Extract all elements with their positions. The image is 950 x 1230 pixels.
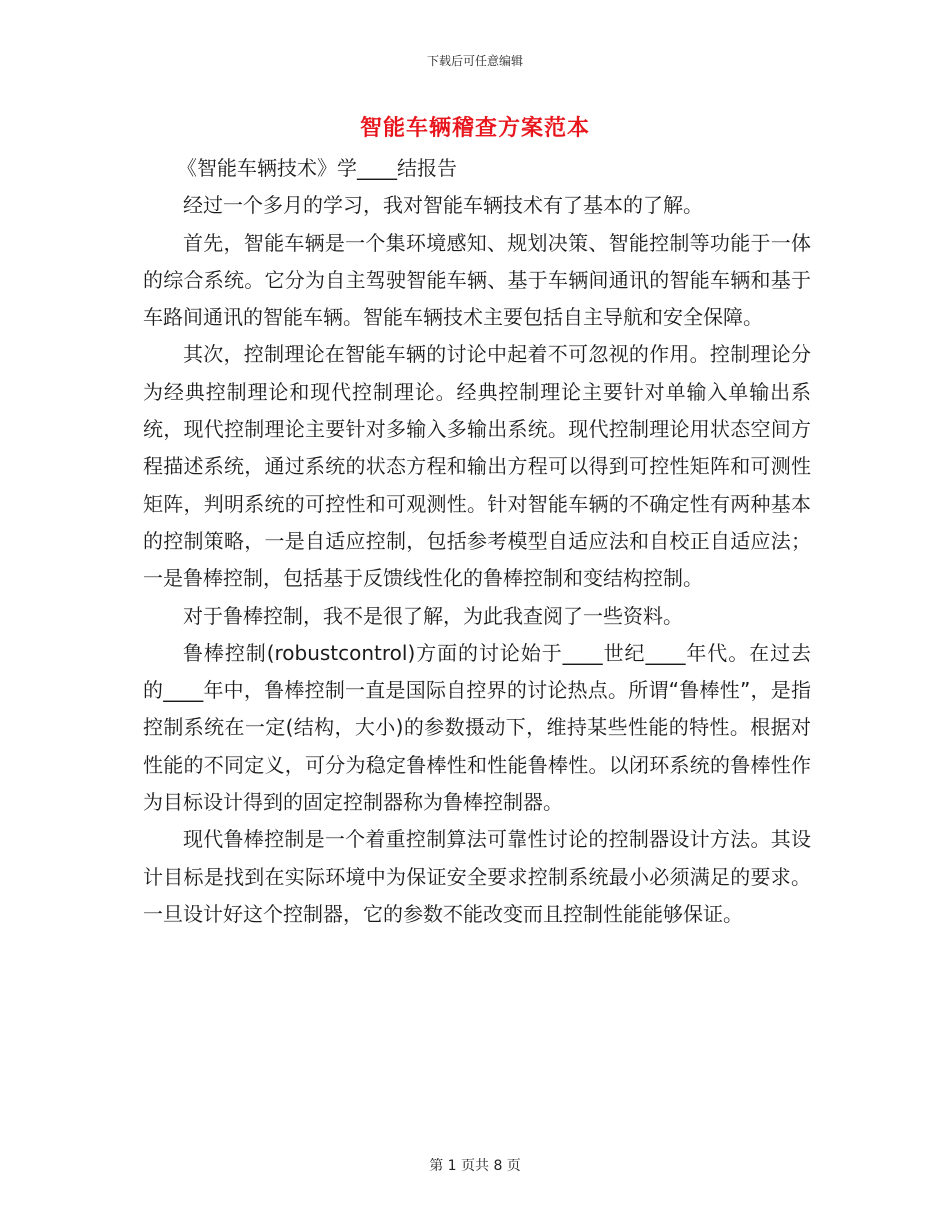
modern-robust-control-paragraph: 现代鲁棒控制是一个着重控制算法可靠性讨论的控制器设计方法。其设计目标是找到在实际环境中为保证安全要求控制系统最小必须满足的要求。一旦设计好这个控制器，它的参数不能改变而且控制性能能够保证。 xyxy=(143,827,811,926)
intro-paragraph: 经过一个多月的学习，我对智能车辆技术有了基本的了解。 xyxy=(183,193,703,218)
page-header-note: 下载后可任意编辑 xyxy=(426,54,523,68)
first-point-paragraph: 首先，智能车辆是一个集环境感知、规划决策、智能控制等功能于一体的综合系统。它分为自主驾驶智能车辆、基于车辆间通讯的智能车辆和基于车路间通讯的智能车辆。智能车辆技术主要包括自主导航和安全保障。 xyxy=(143,230,811,330)
robust-control-intro-paragraph: 对于鲁棒控制，我不是很了解，为此我查阅了一些资料。 xyxy=(183,603,683,628)
report-subtitle-paragraph: 《智能车辆技术》学____结报告 xyxy=(177,156,457,180)
document-body xyxy=(143,150,811,933)
page-number-footer: 第 1 页共 8 页 xyxy=(429,1158,521,1174)
robust-control-history-paragraph: 鲁棒控制(robustcontrol)方面的讨论始于____世纪____年代。在过去的____年中，鲁棒控制一直是国际自控界的讨论热点。所谓“鲁棒性”，是指控制系统在一定(结构，大小)的参数摄动下，维持某些性能的特性。根据对性能的不同定义，可分为稳定鲁棒性和性能鲁棒性。以闭环系统的鲁棒性作为目标设计得到的固定控制器称为鲁棒控制器。 xyxy=(143,640,811,815)
document-title: 智能车辆稽查方案范本 xyxy=(359,116,590,141)
control-theory-paragraph: 其次，控制理论在智能车辆的讨论中起着不可忽视的作用。控制理论分为经典控制理论和现代控制理论。经典控制理论主要针对单输入单输出系统，现代控制理论主要针对多输入多输出系统。现代控制理论用状态空间方程描述系统，通过系统的状态方程和输出方程可以得到可控性矩阵和可测性矩阵，判明系统的可控性和可观测性。针对智能车辆的不确定性有两种基本的控制策略，一是自适应控制，包括参考模型自适应法和自校正自适应法；一是鲁棒控制，包括基于反馈线性化的鲁棒控制和变结构控制。 xyxy=(143,342,811,591)
